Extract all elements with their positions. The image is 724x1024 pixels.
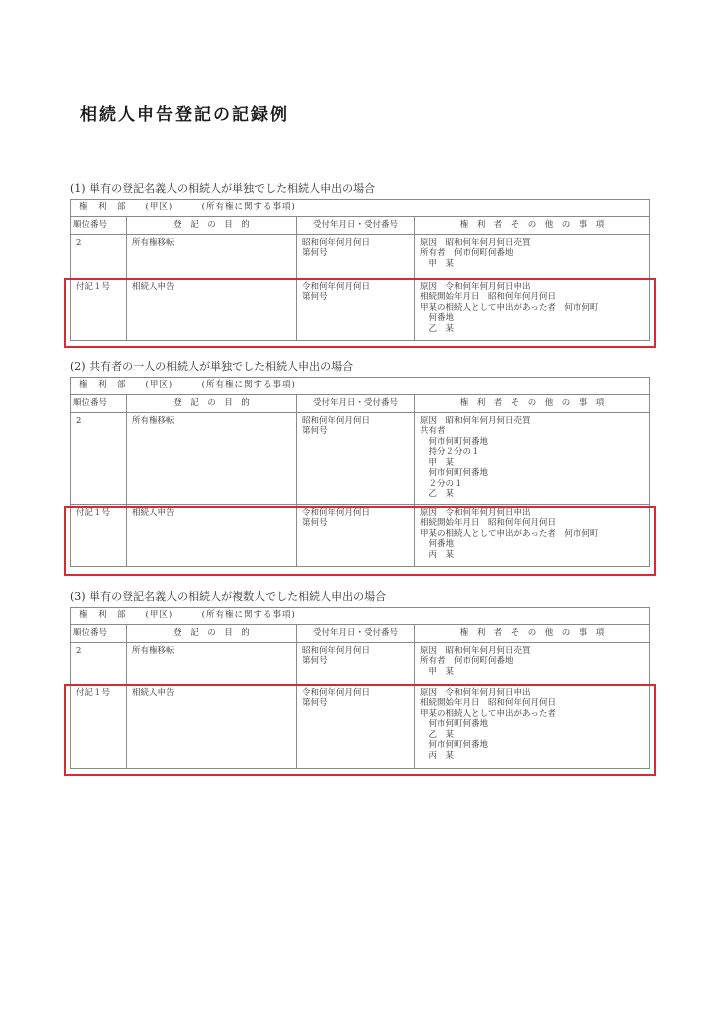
other-cell: 原因 昭和何年何月何日売買 所有者 何市何町何番地 甲 某 xyxy=(415,234,650,278)
receipt-cell: 昭和何年何月何日 第何号 xyxy=(297,412,415,504)
column-header-other: 権 利 者 そ の 他 の 事 項 xyxy=(415,395,650,413)
rank-cell: 2 xyxy=(71,412,127,504)
section-heading: (3) 単有の登記名義人の相続人が複数人でした相続人申出の場合 xyxy=(70,590,387,603)
column-header-receipt: 受付年月日・受付番号 xyxy=(297,395,415,413)
column-header-receipt: 受付年月日・受付番号 xyxy=(297,625,415,643)
rights-part-label: 権 利 部 (甲区) (所有権に関する事項) xyxy=(71,200,650,217)
receipt-cell: 令和何年何月何日 第何号 xyxy=(297,684,415,768)
page-title: 相続人申告登記の記録例 xyxy=(80,105,289,125)
rank-cell: 付記１号 xyxy=(71,278,127,340)
register-table xyxy=(70,377,650,567)
purpose-cell: 相続人申告 xyxy=(127,278,297,340)
column-header-receipt: 受付年月日・受付番号 xyxy=(297,217,415,235)
purpose-cell: 所有権移転 xyxy=(127,412,297,504)
column-header-purpose: 登 記 の 目 的 xyxy=(127,395,297,413)
table-row-supplementary xyxy=(71,684,650,768)
purpose-cell: 相続人申告 xyxy=(127,504,297,566)
section-3 xyxy=(70,588,650,769)
purpose-cell: 所有権移転 xyxy=(127,234,297,278)
other-cell: 原因 昭和何年何月何日売買 共有者 何市何町何番地 持分２分の１ 甲 某 何市何町何番地 ２分の１ 乙 某 xyxy=(415,412,650,504)
table-row xyxy=(71,412,650,504)
rank-cell: 2 xyxy=(71,234,127,278)
section-2 xyxy=(70,358,650,567)
register-table xyxy=(70,607,650,769)
section-heading: (2) 共有者の一人の相続人が単独でした相続人申出の場合 xyxy=(70,360,354,373)
purpose-cell: 相続人申告 xyxy=(127,684,297,768)
other-cell: 原因 令和何年何月何日申出 相続開始年月日 昭和何年何月何日 甲某の相続人として申出があった者 何市何町何番地 乙 某 何市何町何番地 丙 某 xyxy=(415,684,650,768)
other-cell: 原因 令和何年何月何日申出 相続開始年月日 昭和何年何月何日 甲某の相続人として申出があった者 何市何町 何番地 丙 某 xyxy=(415,504,650,566)
table-row-supplementary xyxy=(71,278,650,340)
column-header-other: 権 利 者 そ の 他 の 事 項 xyxy=(415,625,650,643)
purpose-cell: 所有権移転 xyxy=(127,642,297,684)
column-header-rank: 順位番号 xyxy=(71,395,127,413)
other-cell: 原因 昭和何年何月何日売買 所有者 何市何町何番地 甲 某 xyxy=(415,642,650,684)
receipt-cell: 昭和何年何月何日 第何号 xyxy=(297,642,415,684)
rank-cell: 付記１号 xyxy=(71,684,127,768)
receipt-cell: 令和何年何月何日 第何号 xyxy=(297,278,415,340)
table-row-supplementary xyxy=(71,504,650,566)
column-header-rank: 順位番号 xyxy=(71,625,127,643)
receipt-cell: 令和何年何月何日 第何号 xyxy=(297,504,415,566)
section-1 xyxy=(70,180,650,341)
column-header-purpose: 登 記 の 目 的 xyxy=(127,217,297,235)
column-header-purpose: 登 記 の 目 的 xyxy=(127,625,297,643)
rights-part-label: 権 利 部 (甲区) (所有権に関する事項) xyxy=(71,378,650,395)
rank-cell: 付記１号 xyxy=(71,504,127,566)
receipt-cell: 昭和何年何月何日 第何号 xyxy=(297,234,415,278)
rank-cell: 2 xyxy=(71,642,127,684)
table-row xyxy=(71,642,650,684)
register-table xyxy=(70,199,650,341)
column-header-other: 権 利 者 そ の 他 の 事 項 xyxy=(415,217,650,235)
section-heading: (1) 単有の登記名義人の相続人が単独でした相続人申出の場合 xyxy=(70,182,376,195)
other-cell: 原因 令和何年何月何日申出 相続開始年月日 昭和何年何月何日 甲某の相続人として申出があった者 何市何町 何番地 乙 某 xyxy=(415,278,650,340)
rights-part-label: 権 利 部 (甲区) (所有権に関する事項) xyxy=(71,608,650,625)
column-header-rank: 順位番号 xyxy=(71,217,127,235)
table-row xyxy=(71,234,650,278)
